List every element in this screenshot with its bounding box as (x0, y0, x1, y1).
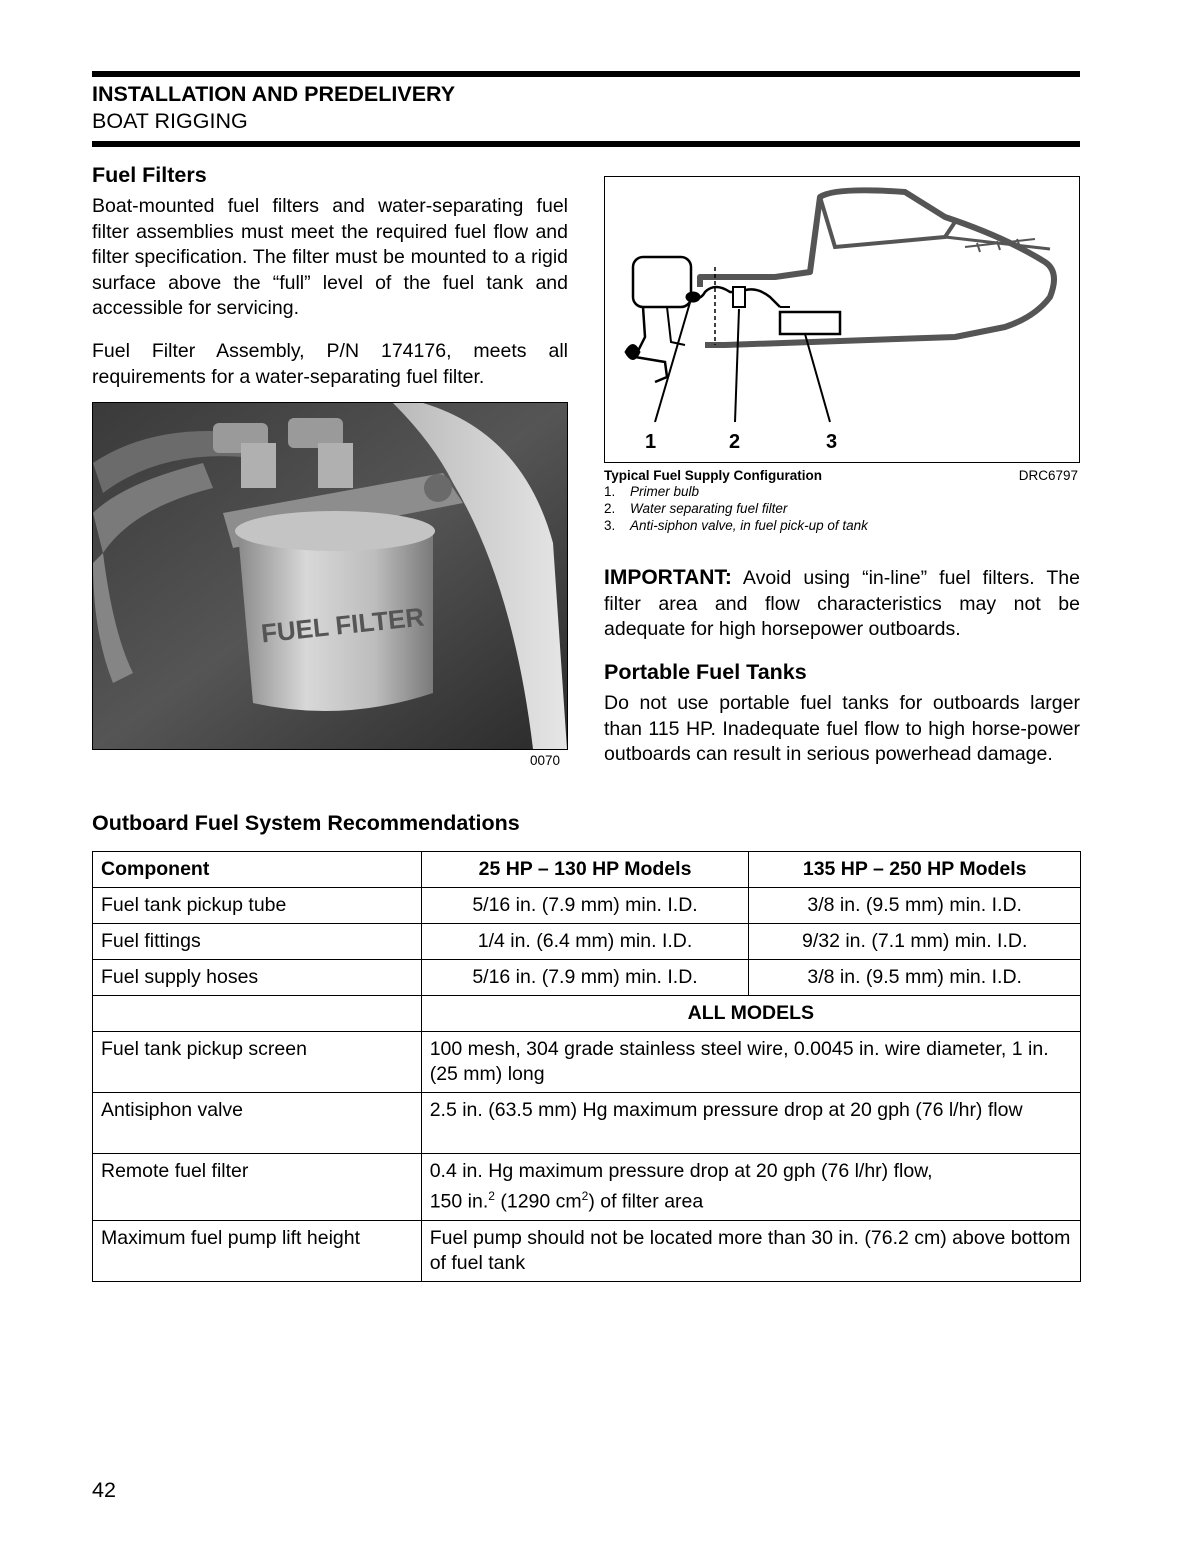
caption-item-number: 3. (604, 518, 616, 533)
photo-figure-code: 0070 (530, 753, 561, 768)
caption-item-text: Anti-siphon valve, in fuel pick-up of tank (630, 518, 868, 533)
header-rule-bottom (92, 141, 1080, 147)
fuel-system-table (92, 851, 1081, 1282)
superscript: 2 (488, 1189, 495, 1203)
caption-item-1 (604, 484, 699, 499)
cell-component: Fuel fittings (93, 924, 422, 960)
cell-value: 3/8 in. (9.5 mm) min. I.D. (749, 960, 1081, 996)
table-row (93, 1093, 1081, 1154)
superscript: 2 (581, 1189, 589, 1203)
fuel-filters-heading: Fuel Filters (92, 163, 207, 187)
caption-item-text: Primer bulb (630, 484, 700, 499)
important-label: IMPORTANT: (604, 566, 732, 589)
caption-item-number: 2. (604, 501, 616, 516)
header-135-250: 135 HP – 250 HP Models (749, 852, 1081, 888)
table-row (93, 1032, 1081, 1093)
portable-tanks-heading: Portable Fuel Tanks (604, 660, 807, 684)
important-text: Avoid using “in-line” fuel filters. The filter area and flow characteristics may not be adequate for high horsepower outboards. (604, 567, 1080, 640)
cell-spec: 2.5 in. (63.5 mm) Hg maximum pressure drop at 20 gph (76 l/hr) flow (421, 1093, 1080, 1154)
header-25-130: 25 HP – 130 HP Models (421, 852, 749, 888)
spec-text: 150 in. (429, 1190, 489, 1213)
cell-spec: 100 mesh, 304 grade stainless steel wire, 0.0045 in. wire diameter, 1 in. (25 mm) long (421, 1032, 1080, 1093)
cell-spec (421, 1154, 1080, 1221)
cell-spec: Fuel pump should not be located more than 30 in. (76.2 cm) above bottom of fuel tank (421, 1220, 1080, 1281)
header-rule-top (92, 71, 1080, 77)
caption-item-2 (604, 501, 787, 516)
table-heading: Outboard Fuel System Recommendations (92, 811, 520, 835)
spec-text: ) of filter area (588, 1190, 704, 1213)
photo-filter-label: FUEL FILTER (259, 601, 426, 649)
subsection-title: BOAT RIGGING (92, 109, 248, 133)
fuel-filters-paragraph-2: Fuel Filter Assembly, P/N 174176, meets all requirements for a water-separating fuel filter. (92, 340, 568, 388)
cell-value: 1/4 in. (6.4 mm) min. I.D. (421, 924, 749, 960)
cell-component: Fuel tank pickup tube (93, 888, 422, 924)
cell-component: Fuel supply hoses (93, 960, 422, 996)
callout-1: 1 (645, 431, 657, 453)
section-title: INSTALLATION AND PREDELIVERY (92, 82, 456, 106)
table-row (93, 1220, 1081, 1281)
table-row (93, 888, 1081, 924)
caption-item-number: 1. (604, 484, 616, 499)
callout-3: 3 (826, 431, 838, 453)
cell-value: 5/16 in. (7.9 mm) min. I.D. (421, 960, 749, 996)
table-row (93, 960, 1081, 996)
caption-item-text: Water separating fuel filter (630, 501, 788, 516)
all-models-row (93, 996, 1081, 1032)
fuel-filters-paragraph-1: Boat-mounted fuel filters and water-separating fuel filter assemblies must meet the required fuel flow and filter specification. The filter must be mounted to a rigid surface above the “full” level of the fuel tank and accessible for servicing. (92, 195, 568, 319)
table-header-row (93, 852, 1081, 888)
spec-line-1: 0.4 in. Hg maximum pressure drop at 20 gph (76 l/hr) flow, (429, 1160, 933, 1182)
important-note (604, 565, 1080, 643)
cell-component: Antisiphon valve (93, 1093, 422, 1154)
header-component: Component (93, 852, 422, 888)
portable-tanks-paragraph: Do not use portable fuel tanks for outboards larger than 115 HP. Inadequate fuel flow to high horse-power outboards can result in serious powerhead damage. (604, 692, 1080, 765)
diagram-figure-code: DRC6797 (1018, 468, 1078, 483)
cell-component: Maximum fuel pump lift height (93, 1220, 422, 1281)
all-models-header: ALL MODELS (421, 996, 1080, 1032)
fuel-supply-diagram (604, 176, 1080, 463)
callout-2: 2 (729, 431, 741, 453)
caption-item-3 (604, 518, 868, 533)
page-number: 42 (92, 1478, 116, 1502)
cell-value: 3/8 in. (9.5 mm) min. I.D. (749, 888, 1081, 924)
spec-text: (1290 cm (494, 1190, 582, 1213)
cell-value: 9/32 in. (7.1 mm) min. I.D. (749, 924, 1081, 960)
table-row (93, 1154, 1081, 1221)
diagram-caption-title: Typical Fuel Supply Configuration (604, 468, 823, 483)
cell-value: 5/16 in. (7.9 mm) min. I.D. (421, 888, 749, 924)
cell-empty (93, 996, 422, 1032)
cell-component: Fuel tank pickup screen (93, 1032, 422, 1093)
table-row (93, 924, 1081, 960)
cell-component: Remote fuel filter (93, 1154, 422, 1221)
fuel-filter-photo (92, 402, 568, 750)
